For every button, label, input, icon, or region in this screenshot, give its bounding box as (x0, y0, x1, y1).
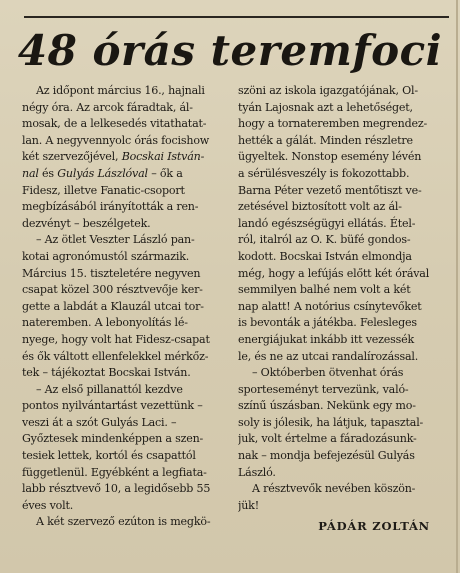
article-headline: 48 órás teremfoci (17, 26, 443, 75)
text-line: László. (238, 465, 276, 479)
text-line: gette a labdát a Klauzál utcai tor- (22, 299, 204, 313)
text-line: soly is jólesik, ha látjuk, tapasztal- (238, 415, 424, 429)
text-line: négy óra. Az arcok fáradtak, ál- (22, 100, 193, 114)
text-line: dezvényt – beszélgetek. (22, 216, 151, 230)
text-line: csapat közel 300 résztvevője ker- (22, 283, 203, 297)
text-line: veszi át a szót Gulyás Laci. – (22, 415, 177, 429)
text-line: – Az első pillanattól kezdve (36, 382, 183, 396)
text-line: Fidesz, illetve Fanatic-csoport (22, 183, 185, 197)
text-line: zetésével biztosított volt az ál- (238, 200, 402, 214)
top-rule (24, 16, 449, 18)
text-line: mosak, de a lelkesedés vitathatat- (22, 117, 207, 131)
text-line: lan. A negyvennyolc órás focishow (22, 133, 210, 147)
italic-name: Gulyás Lászlóval (57, 166, 148, 180)
text-line: le, és ne az utcai randalírozással. (238, 349, 419, 363)
page-edge (456, 0, 458, 573)
text-line: nyege, hogy volt hat Fidesz-csapat (22, 332, 210, 346)
text-line: nap alatt! A notórius csínytevőket (238, 299, 422, 313)
text-line: Az időpont március 16., hajnali (36, 84, 205, 97)
text-line: függetlenül. Egyébként a legfiata- (22, 465, 207, 479)
text-line: kodott. Bocskai István elmondja (238, 249, 412, 263)
text-line: még, hogy a lefújás előtt két órával (238, 266, 430, 280)
text-line: jük! (238, 498, 259, 512)
text-line: landó egészségügyi ellátás. Étel- (238, 216, 416, 230)
text-line: hogy a tornateremben megrendez- (238, 117, 428, 131)
text-line: megbízásából irányították a ren- (22, 200, 199, 214)
text-line: színű úszásban. Nekünk egy mo- (238, 399, 416, 413)
text-line: Barna Péter vezető mentőtiszt ve- (238, 183, 422, 197)
text-line: A két szervező ezúton is megkö- (36, 515, 211, 529)
text-line: kotai agronómustól származik. (22, 249, 190, 263)
text-line: tyán Lajosnak azt a lehetőséget, (238, 100, 413, 114)
text-line: ügyeltek. Nonstop esemény lévén (238, 150, 422, 164)
author-signature: PÁDÁR ZOLTÁN (318, 519, 430, 534)
text-line: sporteseményt tervezünk, való- (238, 382, 409, 396)
italic-name: Bocskai István- (121, 150, 205, 164)
text-line: tek – tájékoztat Bocskai István. (22, 366, 191, 380)
text-line: a sérülésveszély is fokozottabb. (238, 166, 410, 180)
text-line: két szervezőjével, Bocskai István- (22, 150, 205, 164)
text-line: Március 15. tiszteletére negyven (22, 266, 201, 280)
text-line: nal és Gulyás Lászlóval – ők a (22, 166, 183, 180)
text-line: is bevonták a játékba. Felesleges (238, 316, 417, 330)
text-line: energiájukat inkább itt vezessék (238, 332, 415, 346)
italic-name: nal (22, 166, 39, 180)
text-line: – Az ötlet Veszter László pan- (36, 233, 195, 247)
text-line: – Októberben ötvenhat órás (252, 366, 404, 380)
left-column (22, 83, 230, 531)
text-line: hették a gálát. Minden részletre (238, 133, 413, 147)
text-line: és ők váltott ellenfelekkel mérkőz- (22, 349, 209, 363)
text-line: nak – mondja befejezésül Gulyás (238, 449, 415, 463)
text-line: Győztesek mindenképpen a szen- (22, 432, 204, 446)
right-column (238, 83, 452, 535)
text-line: labb résztvevő 10, a legidősebb 55 (22, 482, 211, 496)
text-line: éves volt. (22, 498, 74, 512)
text-line: nateremben. A lebonyolítás lé- (22, 316, 188, 330)
text-line: A résztvevők nevében köszön- (252, 482, 416, 496)
text-line: szöni az iskola igazgatójának, Ol- (238, 84, 418, 97)
text-line: pontos nyilvántartást vezettünk – (22, 399, 203, 413)
text-line: ról, italról az O. K. büfé gondos- (238, 233, 411, 247)
text-line: semmilyen balhé nem volt a két (238, 283, 411, 297)
text-line: tesiek lettek, kortól és csapattól (22, 449, 196, 463)
text-line: juk, volt értelme a fáradozásunk- (238, 432, 417, 446)
